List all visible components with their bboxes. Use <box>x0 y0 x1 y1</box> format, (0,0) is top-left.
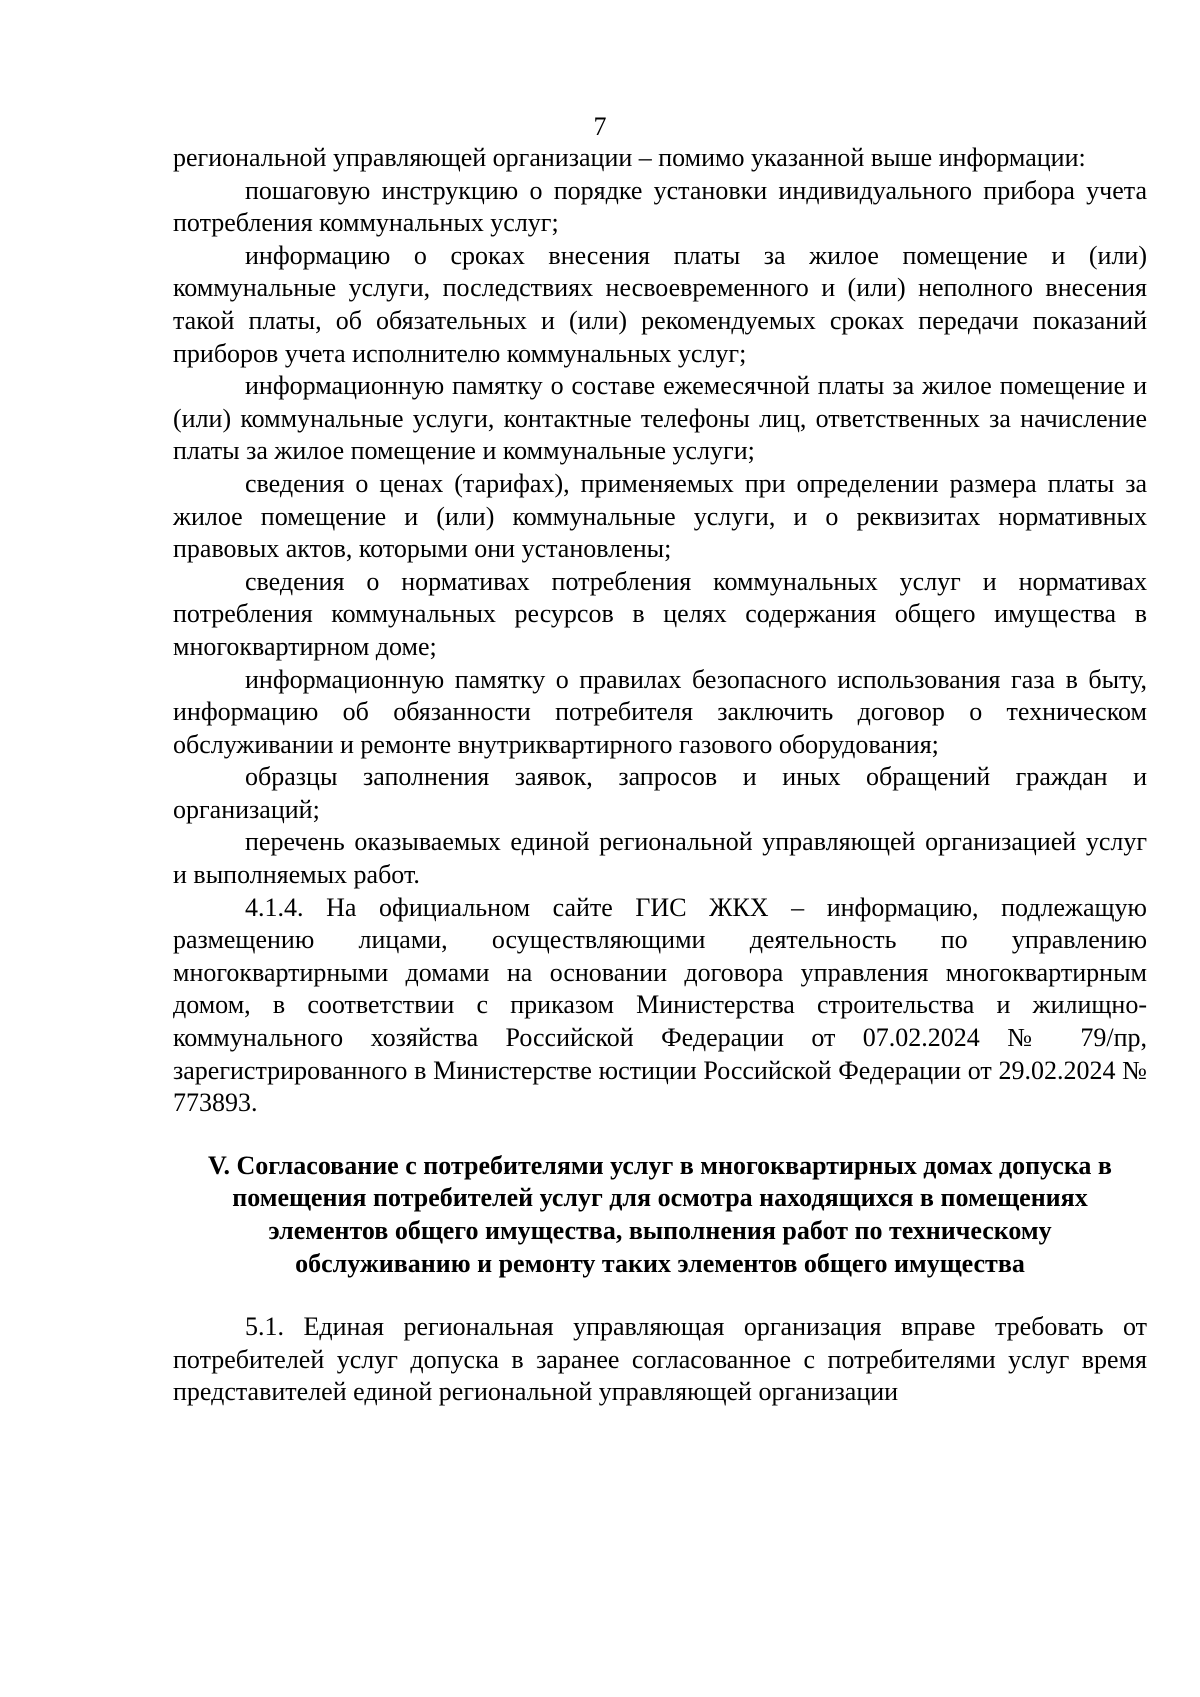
paragraph: сведения о нормативах потребления коммунальных услуг и нормативах потребления коммунальных ресурсов в целях содержания общего имущества в многоквартирном доме; <box>173 566 1147 661</box>
paragraph: 4.1.4. На официальном сайте ГИС ЖКХ – информацию, подлежащую размещению лицами, осуществляющими деятельность по управлению многоквартирными домами на основании договора управления многоквартирным домом, в соответствии с приказом Министерства строительства и жилищно-коммунального хозяйства Российской Федерации от 07.02.2024 № 79/пр, зарегистрированного в Министерстве юстиции Российской Федерации от 29.02.2024 № 773893. <box>173 892 1147 1118</box>
paragraph: информационную памятку о составе ежемесячной платы за жилое помещение и (или) коммунальные услуги, контактные телефоны лиц, ответственных за начисление платы за жилое помещение и коммунальные услуги; <box>173 371 1147 466</box>
section-heading: V. Согласование с потребителями услуг в многоквартирных домах допуска в помещения потребителей услуг для осмотра находящихся в помещениях элементов общего имущества, выполнения работ по техническому обслуживанию и ремонту таких элементов общего имущества <box>208 1150 1112 1278</box>
paragraph: сведения о ценах (тарифах), применяемых при определении размера платы за жилое помещение и (или) коммунальные услуги, и о реквизитах нормативных правовых актов, которыми они установлены; <box>173 468 1147 564</box>
document-body <box>173 142 1147 1409</box>
paragraph: перечень оказываемых единой региональной управляющей организацией услуг и выполняемых работ. <box>173 827 1147 890</box>
page-number: 7 <box>593 112 607 141</box>
paragraph: региональной управляющей организации – помимо указанной выше информации: <box>173 143 1086 172</box>
paragraph: образцы заполнения заявок, запросов и иных обращений граждан и организаций; <box>173 762 1147 824</box>
paragraph: информационную памятку о правилах безопасного использования газа в быту, информацию об обязанности потребителя заключить договор о техническом обслуживании и ремонте внутриквартирного газового оборудования; <box>173 664 1147 759</box>
paragraph: пошаговую инструкцию о порядке установки индивидуального прибора учета потребления коммунальных услуг; <box>173 175 1147 238</box>
paragraph: информацию о сроках внесения платы за жилое помещение и (или) коммунальные услуги, последствиях несвоевременного и (или) неполного внесения такой платы, об обязательных и (или) рекомендуемых сроках передачи показаний приборов учета исполнителю коммунальных услуг; <box>173 240 1147 368</box>
paragraph: 5.1. Единая региональная управляющая организация вправе требовать от потребителей услуг допуска в заранее согласованное с потребителями услуг время представителей единой региональной управляющей организации <box>173 1312 1147 1407</box>
